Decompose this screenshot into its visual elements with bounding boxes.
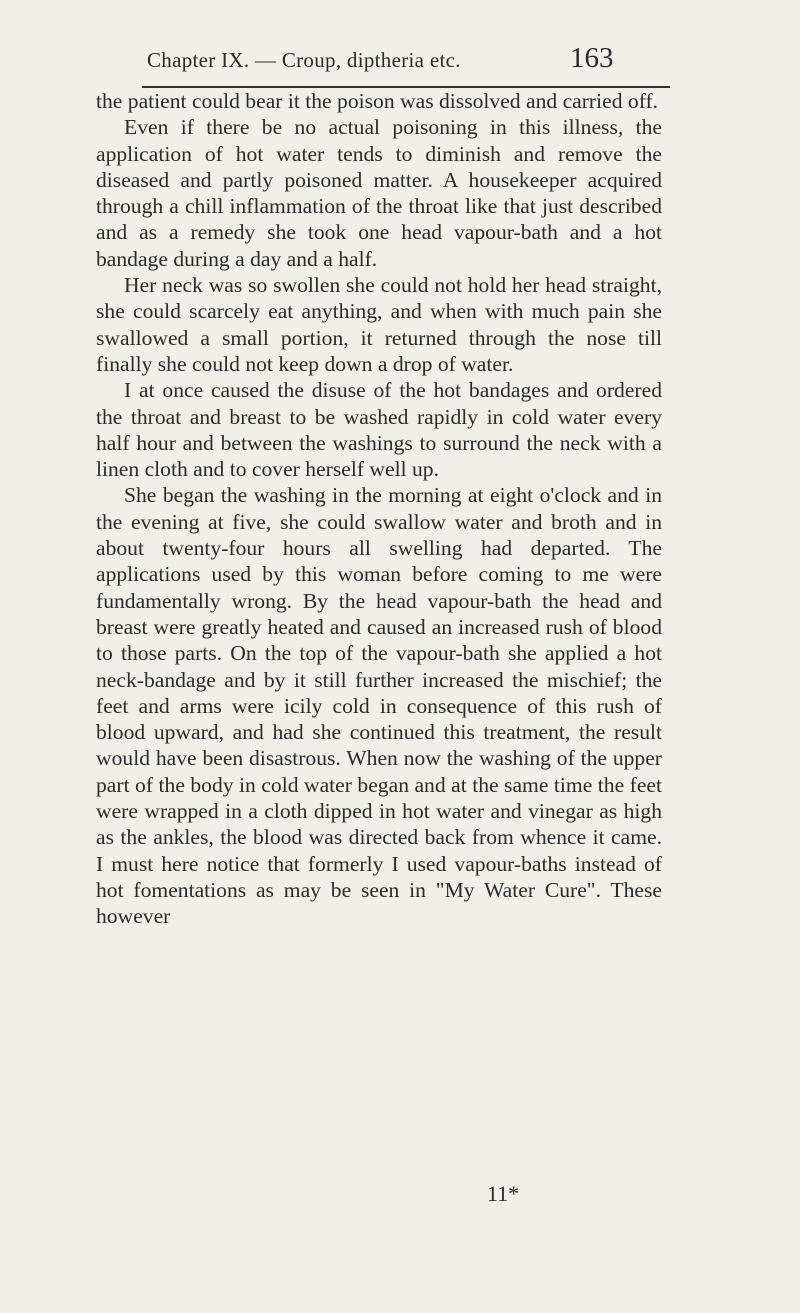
page-number: 163 <box>570 42 614 74</box>
signature-mark: 11* <box>487 1181 520 1206</box>
paragraph: I at once caused the disuse of the hot bandages and ordered the throat and breast to be washed rapidly in cold water every half hour and between the washings to surround the neck with a linen cloth and to cover herself well up. <box>96 378 662 482</box>
paragraph: She began the washing in the morning at eight o'clock and in the evening at five, she could swallow water and broth and in about twenty-four hours all swelling had departed. The applications used by this woman before coming to me were fundamentally wrong. By the head vapour-bath the head and breast were greatly heated and caused an increased rush of blood to those parts. On the top of the vapour-bath she applied a hot neck-bandage and by it still further increased the mischief; the feet and arms were icily cold in consequence of this rush of blood upward, and had she continued this treatment, the result would have been disastrous. When now the washing of the upper part of the body in cold water began and at the same time the feet were wrapped in a cloth dipped in hot water and vinegar as high as the ankles, the blood was directed back from whence it came. I must here notice that formerly I used vapour-baths instead of hot fomentations as may be seen in "My Water Cure". These however <box>96 483 662 929</box>
running-head <box>135 40 635 80</box>
paragraph-continuation: the patient could bear it the poison was dissolved and carried off. <box>96 89 659 113</box>
body-text <box>96 88 662 930</box>
running-title: Chapter IX. — Croup, diptheria etc. <box>147 48 461 72</box>
paragraph: Even if there be no actual poisoning in this illness, the application of hot water tends to diminish and remove the diseased and partly poisoned matter. A housekeeper acquired through a chill inflammation of the throat like that just described and as a remedy she took one head vapour-bath and a hot bandage during a day and a half. <box>96 115 662 271</box>
paragraph: Her neck was so swollen she could not hold her head straight, she could scarcely eat anything, and when with much pain she swallowed a small portion, it returned through the nose till finally she could not keep down a drop of water. <box>96 273 662 376</box>
